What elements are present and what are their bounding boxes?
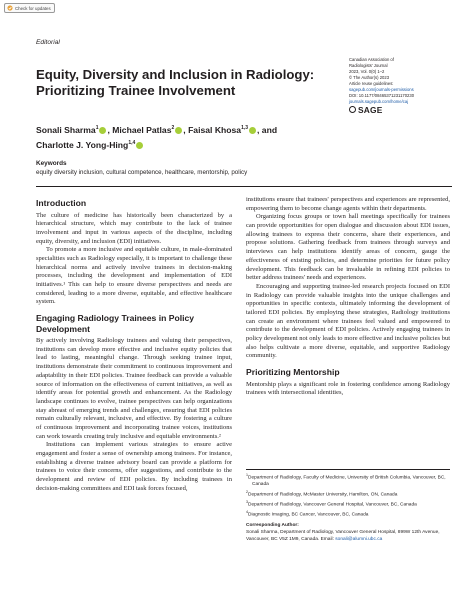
sage-logo xyxy=(349,106,459,113)
right-column xyxy=(246,196,450,398)
doi-text: DOI: 10.1177/08465371231170230 xyxy=(349,93,415,98)
check-for-updates-label: Check for updates xyxy=(15,5,51,11)
body-paragraph: The culture of medicine has historically been characterized by a hierarchical structure, which may contribute to the lack of trainee involvement and input in various aspects of the discipline, including equity, diversity, and inclusion (EDI) initiatives. xyxy=(36,211,232,245)
affiliation-footnote xyxy=(246,472,450,489)
sage-logo-icon xyxy=(349,106,356,113)
article-title xyxy=(36,67,336,99)
footnote-marker: 1 xyxy=(246,473,248,477)
footnote-marker: 3 xyxy=(246,499,248,504)
journal-metadata xyxy=(349,57,459,113)
keywords-text: equity diversity inclusion, cultural competence, healthcare, mentorship, policy xyxy=(36,169,248,176)
journal-meta-line: Canadian Association of xyxy=(349,57,394,62)
check-for-updates-badge[interactable] xyxy=(4,3,55,13)
introduction-heading: Introduction xyxy=(36,198,87,208)
body-paragraph: To promote a more inclusive and equitable culture, in male-dominated specialities such as Radiology especially, it is important to challenge these hierarchical norms and actively involve trainees in decision-making processes, including the development and implementation of EDI initiatives.¹ This can help to ensure diverse perspectives and needs are considered, leading to a more diverse, equitable, and effective healthcare system. xyxy=(36,246,232,306)
footnote-text: Diagnostic Imaging, BC Cancer, Vancouver, BC, Canada xyxy=(248,512,369,518)
journal-home-link[interactable]: journals.sagepub.com/home/caj xyxy=(349,99,409,104)
email-label: Email: xyxy=(320,536,334,542)
body-paragraph: By actively involving Radiology trainees and valuing their perspectives, institutions can develop more effective and inclusive equity policies that lead to lasting, meaningful change. Through seeking trainee input, institutions demonstrate their commitment to continuous improvement and adaptability in their EDI policies. Trainee feedback can provide a valuable source of information on the effectiveness of current initiatives, as well as identify areas for potential growth and enhancement. As the Radiology landscape continues to evolve, trainee perspectives can help organizations stay abreast of emerging trends and challenges, ensuring that EDI policies remain culturally relevant, inclusive, and effective. By fostering a culture of continuous improvement and incorporating trainee voices, institutions can work towards creating truly inclusive and equitable environments.² xyxy=(36,337,232,440)
section-label: Editorial xyxy=(36,39,60,46)
affiliation-footnote xyxy=(246,509,450,519)
engaging-trainees-heading: Engaging Radiology Trainees in Policy Development xyxy=(36,313,195,334)
article-title-line: Equity, Diversity and Inclusion in Radiology: xyxy=(36,67,315,82)
journal-meta-line: Radiologists' Journal xyxy=(349,63,388,68)
keywords-divider xyxy=(36,186,452,187)
footnote-marker: 2 xyxy=(246,489,248,494)
footnote-text: Department of Radiology, McMaster University, Hamilton, ON, Canada xyxy=(248,492,398,498)
permissions-link[interactable]: sagepub.com/journals-permissions xyxy=(349,87,414,92)
mentorship-heading: Prioritizing Mentorship xyxy=(246,367,340,378)
body-paragraph: Mentorship plays a significant role in fostering confidence among Radiology trainees with intersectional identities, xyxy=(246,380,450,397)
left-column xyxy=(36,198,232,493)
affiliation-footnote xyxy=(246,499,450,509)
author-name: Faisal Khosa xyxy=(188,124,242,135)
author-affiliation-sup: 1 xyxy=(95,125,99,131)
author-conjunction: , and xyxy=(257,124,278,135)
journal-meta-line: © The Author(s) 2023 xyxy=(349,75,390,80)
orcid-icon[interactable] xyxy=(175,127,182,134)
article-title-line: Prioritizing Trainee Involvement xyxy=(36,83,236,98)
keywords-heading: Keywords xyxy=(36,160,67,167)
corresponding-author-address: Sonali Sharma, Department of Radiology, Vancouver General Hospital, 899W 12th Avenue, Vancouver, BC V5Z 1M9, Canada. xyxy=(246,529,440,542)
corresponding-author-heading: Corresponding Author: xyxy=(246,523,299,529)
sage-logo-text: SAGE xyxy=(358,104,383,115)
body-paragraph: Encouraging and supporting trainee-led research projects focused on EDI in Radiology can provide valuable insights into the unique challenges and opportunities in specific contexts, ultimately informing the development of tailored EDI policies. By employing these strategies, Radiology institutions can create an environment where trainees feel valued and empowered to contribute to the development of EDI policies. Actively engaging trainees in policy development not only leads to more effective and inclusive policies but also helps cultivate a more diverse, equitable, and supportive Radiology community. xyxy=(246,282,450,360)
journal-meta-line: Article reuse guidelines: xyxy=(349,81,394,86)
author-name: Charlotte J. Yong-Hing xyxy=(36,139,129,150)
body-paragraph: institutions ensure that trainees' perspectives and experiences are represented, empowering them to become change agents within their departments. xyxy=(246,196,450,212)
author-name: Michael Patlas xyxy=(112,124,172,135)
author-name: Sonali Sharma xyxy=(36,124,96,135)
author-list: Sonali Sharma$^1$ , Michael Patlas$^2$ , Faisal Khosa$^{1,3}$ , and Charlotte J. Yong-Hing$^{1,4}$ xyxy=(36,124,278,150)
author-affiliation-sup: 1,3 xyxy=(241,125,249,131)
footnote-divider xyxy=(246,469,450,470)
orcid-icon[interactable] xyxy=(136,142,143,149)
footnote-text: Department of Radiology, Vancouver General Hospital, Vancouver, BC, Canada xyxy=(248,502,417,508)
footnote-text: Department of Radiology, Faculty of Medicine, University of British Columbia, Vancouver, BC, Canada xyxy=(248,475,446,488)
corresponding-author-details xyxy=(246,530,450,543)
author-affiliation-sup: 2 xyxy=(171,125,175,131)
footnotes xyxy=(246,472,450,543)
orcid-icon[interactable] xyxy=(99,127,106,134)
update-check-icon xyxy=(7,5,13,11)
body-paragraph: Organizing focus groups or town hall meetings specifically for trainees can provide opportunities for open dialogue and discussion about EDI issues, allowing trainees to express their concerns, share their experiences, and propose solutions. Gathering feedback from trainees through surveys and interviews can help institutions identify areas of concern, gauge the effectiveness of existing policies, and determine priorities for future policy development. This feedback can be invaluable in refining EDI policies to better address trainees' needs and experiences. xyxy=(246,213,450,282)
journal-meta-line: 2023, Vol. 0(0) 1–2 xyxy=(349,69,385,74)
affiliation-footnote xyxy=(246,489,450,499)
corresponding-author-email-link[interactable]: sonali@alumni.ubc.ca xyxy=(335,536,383,542)
body-paragraph: Institutions can implement various strategies to ensure active engagement and foster a sense of ownership among trainees. For instance, establishing a diverse trainee advisory board can provide a platform for trainees to voice their concerns, offer suggestions, and contribute to the development and review of EDI policies. By including trainees in decision-making committees and EDI task forces focused, xyxy=(36,441,232,492)
footnote-marker: 4 xyxy=(246,510,248,515)
author-affiliation-sup: 1,4 xyxy=(128,139,136,146)
orcid-icon[interactable] xyxy=(249,127,256,134)
